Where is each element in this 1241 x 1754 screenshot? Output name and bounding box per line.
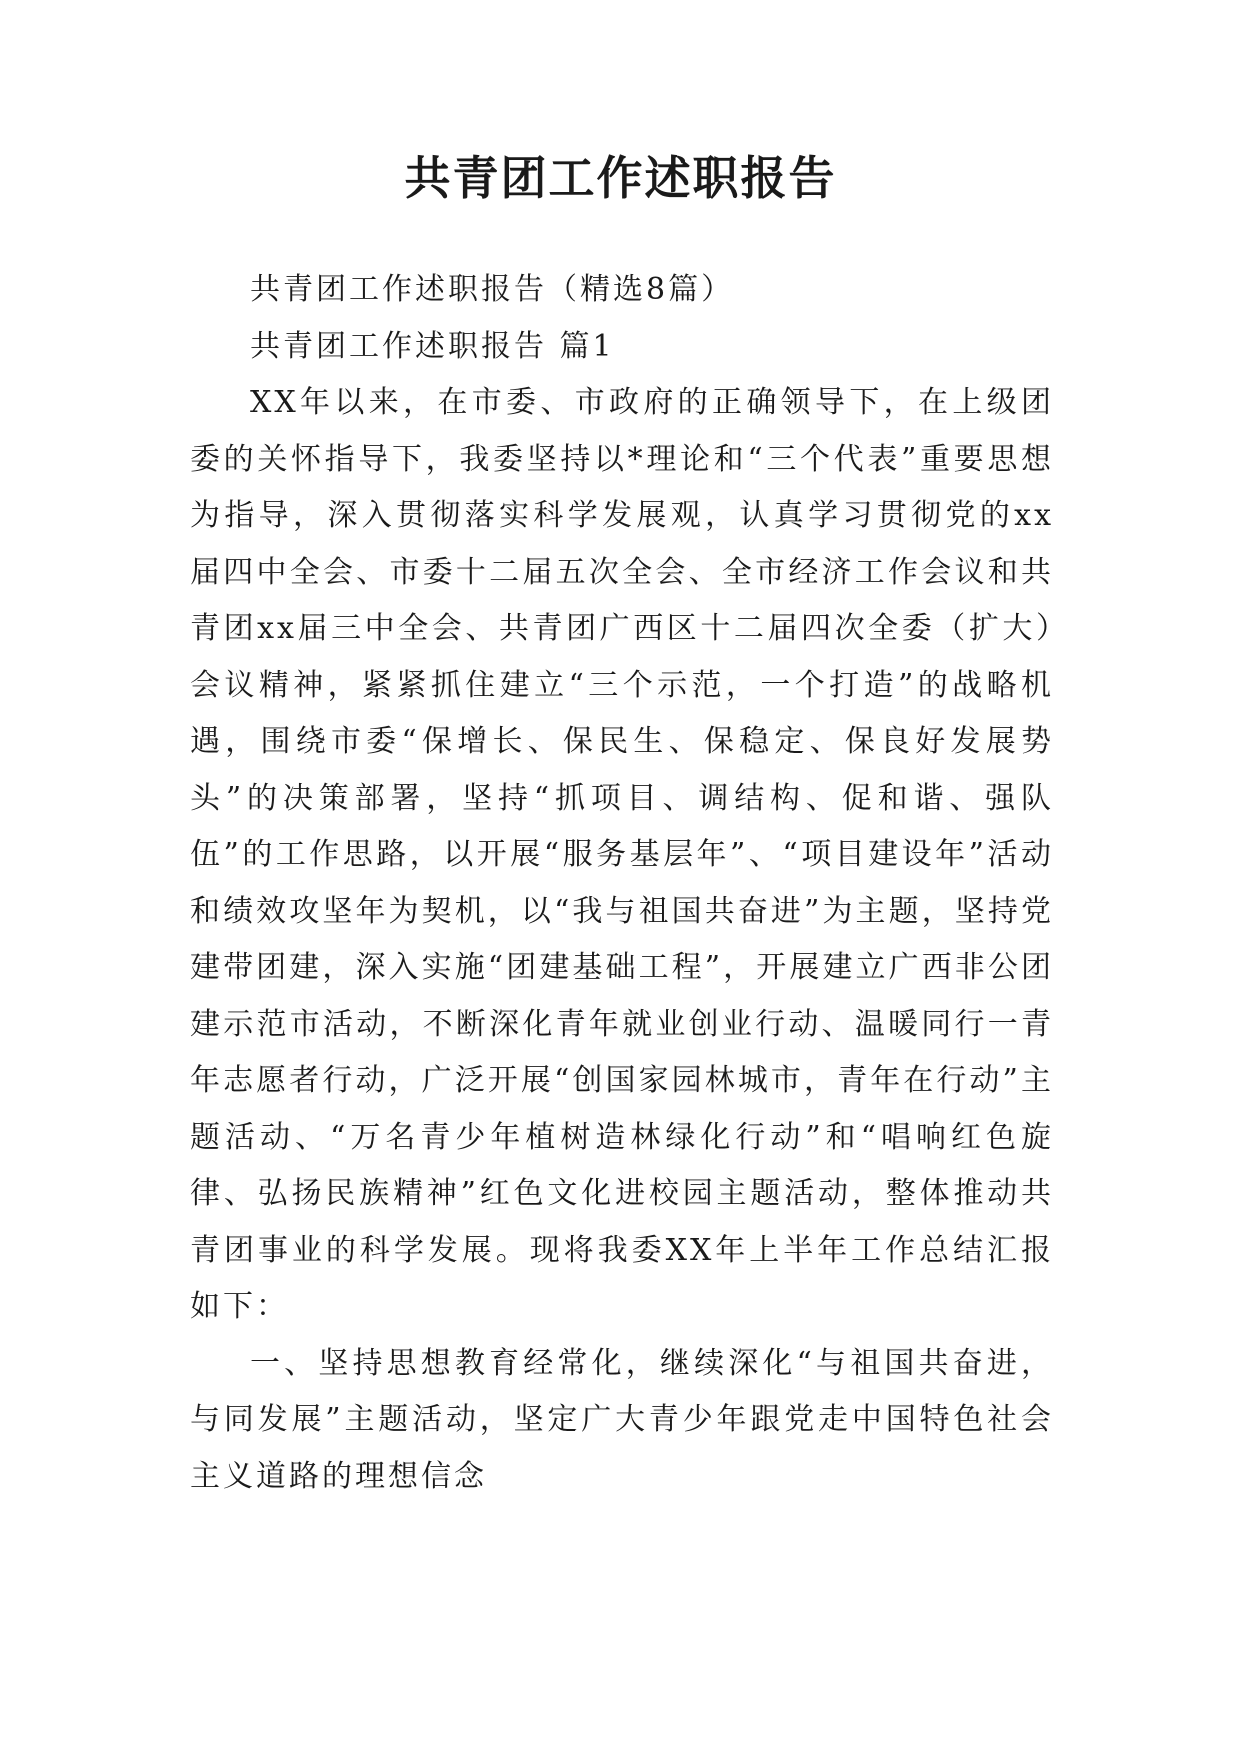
body-paragraph: XX年以来，在市委、市政府的正确领导下，在上级团委的关怀指导下，我委坚持以*理论和“三个代表”重要思想为指导，深入贯彻落实科学发展观，认真学习贯彻党的xx届四中全会、市委十二届五次全会、全市经济工作会议和共青团xx届三中全会、共青团广西区十二届四次全委（扩大）会议精神，紧紧抓住建立“三个示范，一个打造”的战略机遇，围绕市委“保增长、保民生、保稳定、保良好发展势头”的决策部署，坚持“抓项目、调结构、促和谐、强队伍”的工作思路，以开展“服务基层年”、“项目建设年”活动和绩效攻坚年为契机，以“我与祖国共奋进”为主题，坚持党建带团建，深入实施“团建基础工程”，开展建立广西非公团建示范市活动，不断深化青年就业创业行动、温暖同行一青年志愿者行动，广泛开展“创国家园林城市，青年在行动”主题活动、“万名青少年植树造林绿化行动”和“唱响红色旋律、弘扬民族精神”红色文化进校园主题活动，整体推动共青团事业的科学发展。现将我委XX年上半年工作总结汇报如下： bbox=[190, 385, 1054, 1324]
section-heading-paragraph: 共青团工作述职报告 篇1 bbox=[250, 328, 615, 364]
body-paragraph: 一、坚持思想教育经常化，继续深化“与祖国共奋进，与同发展”主题活动，坚定广大青少年跟党走中国特色社会主义道路的理想信念 bbox=[190, 1345, 1054, 1494]
document-title: 共青团工作述职报告 bbox=[404, 151, 837, 205]
subtitle-paragraph: 共青团工作述职报告（精选8篇） bbox=[250, 272, 735, 307]
document-body bbox=[190, 262, 1054, 1505]
